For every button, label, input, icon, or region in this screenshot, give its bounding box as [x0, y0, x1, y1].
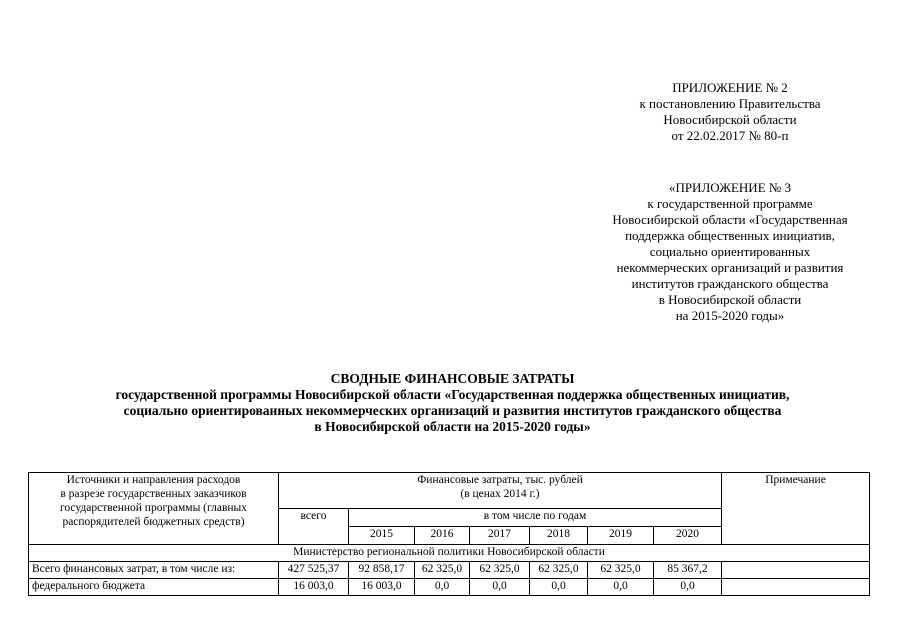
title-line: государственной программы Новосибирской области «Государственная поддержка общественных инициатив, — [115, 387, 790, 402]
year-header: 2015 — [349, 527, 415, 545]
financial-costs-header: Финансовые затраты, тыс. рублей (в ценах 2014 г.) — [279, 473, 722, 509]
total-header: всего — [279, 509, 349, 545]
appendix-2-header — [600, 80, 860, 144]
row-value: 0,0 — [654, 579, 722, 596]
row-value: 62 325,0 — [588, 562, 654, 579]
row-value: 0,0 — [588, 579, 654, 596]
row-total: 427 525,37 — [279, 562, 349, 579]
row-value: 92 858,17 — [349, 562, 415, 579]
row-value: 62 325,0 — [530, 562, 588, 579]
row-label: Всего финансовых затрат, в том числе из: — [29, 562, 279, 579]
appendix-2-line: ПРИЛОЖЕНИЕ № 2 — [672, 80, 788, 95]
appendix-3-line: на 2015-2020 годы» — [675, 308, 785, 323]
row-label: федерального бюджета — [29, 579, 279, 596]
appendix-3-line: Новосибирской области «Государственная — [612, 212, 848, 227]
row-value: 0,0 — [470, 579, 530, 596]
appendix-3-line: к государственной программе — [647, 196, 813, 211]
row-note — [722, 579, 870, 596]
row-value: 0,0 — [530, 579, 588, 596]
note-header: Примечание — [722, 473, 870, 545]
row-note — [722, 562, 870, 579]
year-header: 2016 — [415, 527, 470, 545]
appendix-3-line: «ПРИЛОЖЕНИЕ № 3 — [668, 180, 792, 195]
financial-costs-table — [28, 472, 870, 596]
title-line: социально ориентированных некоммерческих организаций и развития институтов гражданского общества — [123, 403, 782, 418]
year-header: 2019 — [588, 527, 654, 545]
year-header: 2017 — [470, 527, 530, 545]
year-header: 2018 — [530, 527, 588, 545]
year-header: 2020 — [654, 527, 722, 545]
title-line: в Новосибирской области на 2015-2020 годы» — [314, 419, 591, 434]
row-value: 16 003,0 — [349, 579, 415, 596]
appendix-2-line: к постановлению Правительства — [639, 96, 821, 111]
appendix-2-line: от 22.02.2017 № 80-п — [671, 128, 789, 143]
appendix-2-line: Новосибирской области — [663, 112, 797, 127]
appendix-3-line: институтов гражданского общества — [631, 276, 829, 291]
appendix-3-header — [575, 180, 885, 324]
appendix-3-line: социально ориентированных — [649, 244, 811, 259]
by-year-header: в том числе по годам — [349, 509, 722, 527]
row-value: 62 325,0 — [415, 562, 470, 579]
appendix-3-line: в Новосибирской области — [658, 292, 802, 307]
row-value: 0,0 — [415, 579, 470, 596]
row-total: 16 003,0 — [279, 579, 349, 596]
ministry-row: Министерство региональной политики Новосибирской области — [29, 545, 870, 562]
table-row — [29, 562, 870, 579]
sources-header: Источники и направления расходов в разрезе государственных заказчиков государственной программы (главных распорядителей бюджетных средств) — [29, 473, 279, 545]
appendix-3-line: поддержка общественных инициатив, — [625, 228, 835, 243]
appendix-3-line: некоммерческих организаций и развития — [616, 260, 844, 275]
table-row — [29, 579, 870, 596]
row-value: 85 367,2 — [654, 562, 722, 579]
title-line: СВОДНЫЕ ФИНАНСОВЫЕ ЗАТРАТЫ — [330, 371, 575, 386]
document-title — [40, 371, 865, 435]
row-value: 62 325,0 — [470, 562, 530, 579]
